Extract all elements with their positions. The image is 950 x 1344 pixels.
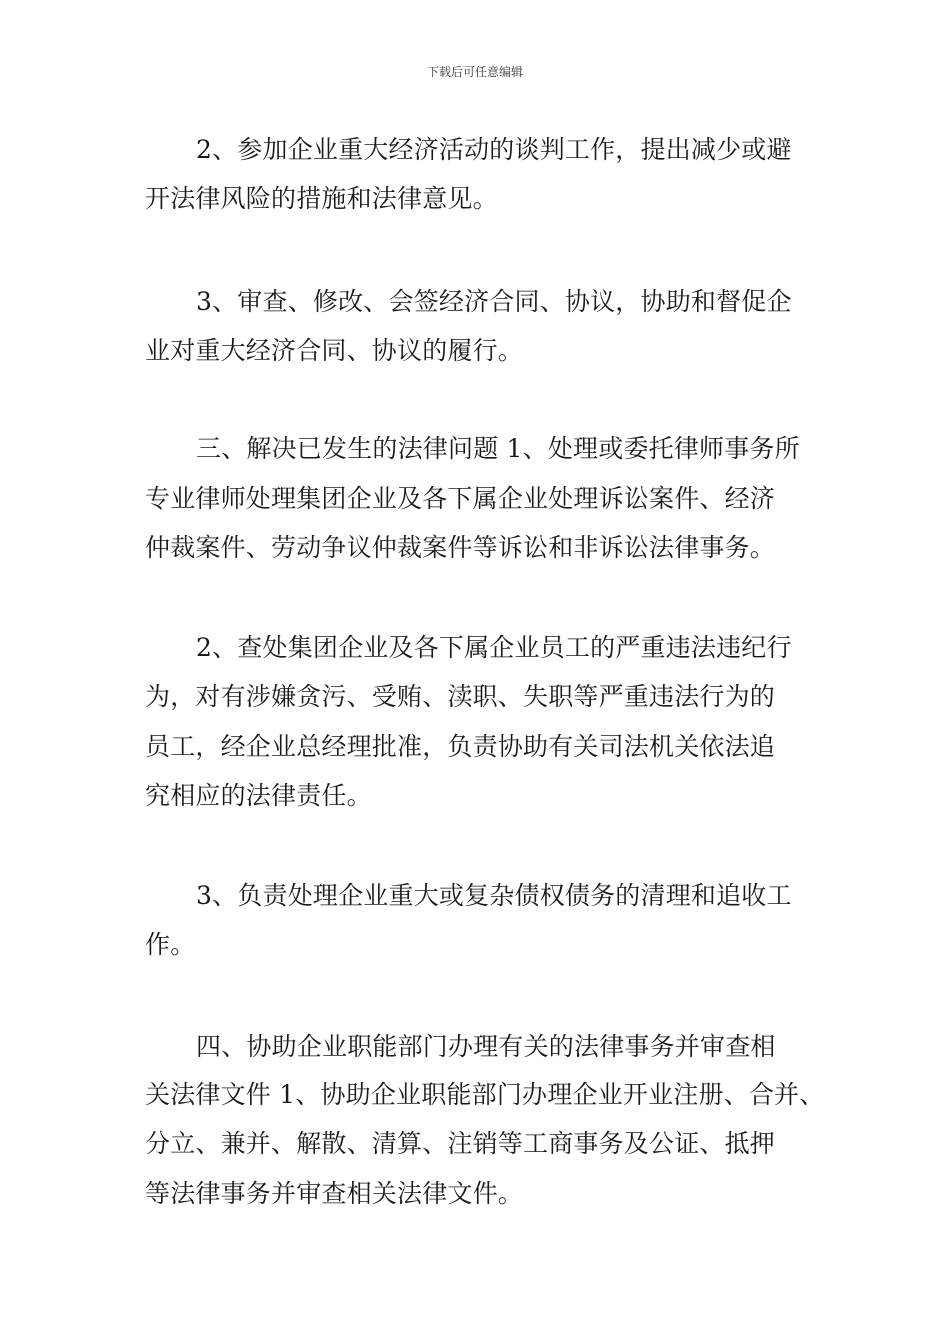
paragraph-line: 专业律师处理集团企业及各下属企业处理诉讼案件、经济 [145,484,776,513]
paragraph-line: 三、解决已发生的法律问题 1、处理或委托律师事务所 [196,434,800,463]
paragraph-line: 3、负责处理企业重大或复杂债权债务的清理和追收工 [196,881,792,910]
paragraph-line: 等法律事务并审查相关法律文件。 [145,1179,524,1208]
paragraph-line: 开法律风险的措施和法律意见。 [145,184,498,213]
paragraph-line: 分立、兼并、解散、清算、注销等工商事务及公证、抵押 [145,1129,776,1158]
paragraph-line: 2、参加企业重大经济活动的谈判工作，提出减少或避 [196,135,792,164]
paragraph-line: 3、审查、修改、会签经济合同、协议，协助和督促企 [196,287,792,316]
paragraph-line: 2、查处集团企业及各下属企业员工的严重违法违纪行 [196,633,792,662]
paragraph-line: 关法律文件 1、协助企业职能部门办理企业开业注册、合并、 [145,1080,825,1109]
paragraph-line: 为，对有涉嫌贪污、受贿、渎职、失职等严重违法行为的 [145,682,776,711]
paragraph-line: 究相应的法律责任。 [145,781,372,810]
paragraph-line: 仲裁案件、劳动争议仲裁案件等诉讼和非诉讼法律事务。 [145,533,776,562]
paragraph-line: 业对重大经济合同、协议的履行。 [145,336,524,365]
paragraph-line: 四、协助企业职能部门办理有关的法律事务并审查相 [196,1032,776,1061]
page-header: 下载后可任意编辑 [426,65,523,79]
paragraph-line: 作。 [145,930,196,959]
paragraph-line: 员工，经企业总经理批准，负责协助有关司法机关依法追 [145,732,776,761]
